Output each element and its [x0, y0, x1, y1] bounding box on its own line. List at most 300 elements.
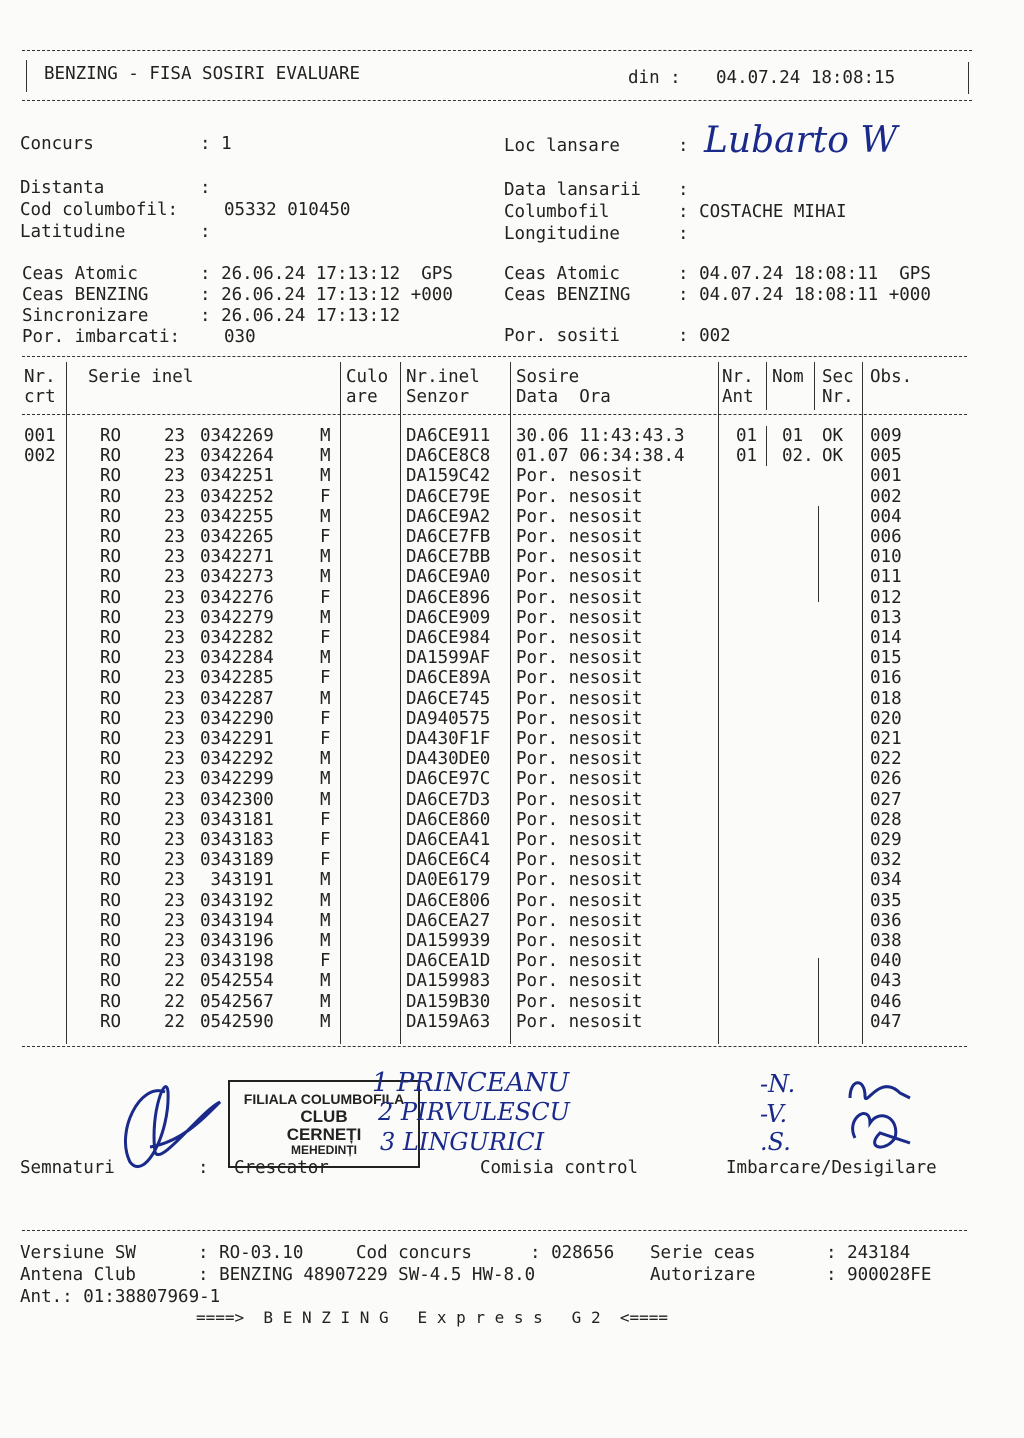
- row-nom: 02.: [782, 446, 814, 467]
- header-sosire-2: Data Ora: [516, 387, 611, 407]
- ceas-benzing-start-label: Ceas BENZING: [22, 285, 149, 305]
- row-tara: RO: [100, 749, 122, 770]
- row-tara: RO: [100, 910, 122, 931]
- row-inel: 0342279: [200, 607, 274, 628]
- row-sosire: Por. nesosit: [516, 547, 643, 568]
- row-sosire: Por. nesosit: [516, 850, 643, 871]
- sincronizare-value: : 26.06.24 17:13:12: [200, 306, 401, 326]
- row-tara: RO: [100, 506, 122, 527]
- row-inel: 0342287: [200, 688, 274, 709]
- row-inel: 0342300: [200, 789, 274, 810]
- row-tara: RO: [100, 708, 122, 729]
- imbarcare-initial-1: -N.: [760, 1070, 796, 1098]
- row-senzor: DA6CE806: [406, 890, 491, 911]
- row-nom: 01: [782, 426, 804, 446]
- row-obs: 001: [870, 466, 902, 487]
- row-senzor: DA6CE9A2: [406, 506, 491, 527]
- por-sositi-label: Por. sositi: [504, 326, 620, 346]
- row-tara: RO: [100, 628, 122, 648]
- row-an: 23: [164, 729, 186, 749]
- row-an: 23: [164, 567, 186, 588]
- row-inel: 0343196: [200, 931, 274, 951]
- row-tara: RO: [100, 547, 122, 568]
- row-obs: 029: [870, 830, 902, 850]
- row-sex: M: [320, 971, 331, 992]
- row-senzor: DA6CEA41: [406, 830, 491, 850]
- header-ant-1: Nr.: [722, 367, 754, 387]
- row-inel: 0343189: [200, 850, 274, 871]
- row-tara: RO: [100, 991, 122, 1012]
- row-obs: 016: [870, 668, 902, 689]
- ceas-benzing-end-label: Ceas BENZING: [504, 285, 631, 305]
- row-sosire: Por. nesosit: [516, 688, 643, 709]
- col-divider: [400, 362, 401, 1044]
- row-an: 23: [164, 749, 186, 770]
- row-sosire: Por. nesosit: [516, 587, 643, 608]
- row-an: 23: [164, 486, 186, 507]
- row-crt: 002: [24, 446, 56, 467]
- row-inel: 0342284: [200, 648, 274, 669]
- row-sex: F: [320, 729, 331, 749]
- row-senzor: DA6CE9A0: [406, 567, 491, 588]
- row-obs: 009: [870, 426, 902, 446]
- row-sex: M: [320, 648, 331, 669]
- row-an: 23: [164, 769, 186, 790]
- row-an: 23: [164, 607, 186, 628]
- din-value: 04.07.24 18:08:15: [716, 68, 896, 88]
- autorizare-label: Autorizare: [650, 1265, 756, 1285]
- row-an: 23: [164, 951, 186, 972]
- row-sosire: Por. nesosit: [516, 749, 643, 770]
- row-senzor: DA940575: [406, 708, 491, 729]
- comisia-name-3: 3 LINGURICI: [380, 1128, 545, 1156]
- row-sex: F: [320, 527, 331, 547]
- row-tara: RO: [100, 446, 122, 467]
- row-sex: F: [320, 587, 331, 608]
- row-an: 23: [164, 931, 186, 951]
- row-obs: 011: [870, 567, 902, 588]
- row-sosire: Por. nesosit: [516, 628, 643, 648]
- row-obs: 012: [870, 587, 902, 608]
- row-obs: 034: [870, 870, 902, 891]
- semnaturi-label: Semnaturi: [20, 1158, 115, 1178]
- loc-lansare-label: Loc lansare: [504, 136, 620, 156]
- header-sosire-1: Sosire: [516, 367, 580, 387]
- row-obs: 010: [870, 547, 902, 568]
- row-crt: 001: [24, 426, 56, 446]
- row-sosire: Por. nesosit: [516, 910, 643, 931]
- row-sex: M: [320, 931, 331, 951]
- versiune-value: : RO-03.10: [198, 1243, 304, 1263]
- row-senzor: DA6CE8C8: [406, 446, 491, 467]
- row-sosire: Por. nesosit: [516, 809, 643, 830]
- row-obs: 018: [870, 688, 902, 709]
- stamp-line-2: CLUB: [300, 1107, 348, 1126]
- ceas-atomic-start-label: Ceas Atomic: [22, 264, 138, 284]
- row-sex: M: [320, 1011, 331, 1032]
- row-sex: M: [320, 789, 331, 810]
- row-sex: F: [320, 809, 331, 830]
- row-an: 23: [164, 628, 186, 648]
- header-top-rule: [22, 50, 972, 51]
- row-senzor: DA0E6179: [406, 870, 491, 891]
- row-tara: RO: [100, 971, 122, 992]
- header-nr: Nr.: [24, 367, 56, 387]
- antena-label: Antena Club: [20, 1265, 136, 1285]
- row-sosire: Por. nesosit: [516, 951, 643, 972]
- ceas-atomic-start-value: : 26.06.24 17:13:12 GPS: [200, 264, 453, 284]
- row-inel: 0342269: [200, 426, 274, 446]
- row-tara: RO: [100, 830, 122, 850]
- row-inel: 0342265: [200, 527, 274, 547]
- ant-line: Ant.: 01:38807969-1: [20, 1287, 221, 1307]
- row-senzor: DA430F1F: [406, 729, 491, 749]
- row-obs: 047: [870, 1011, 902, 1032]
- row-an: 23: [164, 466, 186, 487]
- row-tara: RO: [100, 789, 122, 810]
- row-tara: RO: [100, 870, 122, 891]
- row-obs: 036: [870, 910, 902, 931]
- row-senzor: DA430DE0: [406, 749, 491, 770]
- ceas-benzing-start-value: : 26.06.24 17:13:12 +000: [200, 285, 453, 305]
- row-sosire: Por. nesosit: [516, 991, 643, 1012]
- concurs-label: Concurs: [20, 134, 94, 154]
- row-sex: F: [320, 668, 331, 689]
- row-inel: 0342291: [200, 729, 274, 749]
- row-sex: M: [320, 506, 331, 527]
- header-sec-2: Nr.: [822, 387, 854, 407]
- header-left-border: [26, 60, 27, 92]
- ceas-benzing-end-value: : 04.07.24 18:08:11 +000: [678, 285, 931, 305]
- row-inel: 0542590: [200, 1011, 274, 1032]
- row-sosire: Por. nesosit: [516, 769, 643, 790]
- row-an: 23: [164, 708, 186, 729]
- row-tara: RO: [100, 486, 122, 507]
- row-inel: 0342292: [200, 749, 274, 770]
- row-sosire: Por. nesosit: [516, 708, 643, 729]
- row-an: 23: [164, 910, 186, 931]
- row-inel: 0342255: [200, 506, 274, 527]
- row-inel: 0343181: [200, 809, 274, 830]
- row-sex: M: [320, 769, 331, 790]
- row-sex: M: [320, 870, 331, 891]
- row-obs: 035: [870, 890, 902, 911]
- row-sex: M: [320, 446, 331, 467]
- row-an: 23: [164, 830, 186, 850]
- row-sex: M: [320, 567, 331, 588]
- row-an: 23: [164, 648, 186, 669]
- row-tara: RO: [100, 527, 122, 547]
- row-sex: M: [320, 547, 331, 568]
- cod-concurs-label: Cod concurs: [356, 1243, 472, 1263]
- row-senzor: DA6CE896: [406, 587, 491, 608]
- row-obs: 026: [870, 769, 902, 790]
- comisia-label: Comisia control: [480, 1158, 639, 1178]
- din-label: din :: [628, 68, 681, 88]
- row-an: 23: [164, 850, 186, 871]
- row-obs: 028: [870, 809, 902, 830]
- loc-lansare-handwritten: Lubarto W: [704, 120, 898, 161]
- row-tara: RO: [100, 607, 122, 628]
- row-sosire: Por. nesosit: [516, 870, 643, 891]
- table-header-rule: [22, 414, 967, 415]
- header-bottom-rule: [22, 100, 972, 101]
- row-sosire: Por. nesosit: [516, 648, 643, 669]
- cod-label: Cod columbofil:: [20, 200, 179, 220]
- row-obs: 046: [870, 991, 902, 1012]
- loc-lansare-colon: :: [678, 136, 689, 156]
- row-senzor: DA159B30: [406, 991, 491, 1012]
- row-sex: M: [320, 466, 331, 487]
- row-senzor: DA6CE984: [406, 628, 491, 648]
- row-sex: M: [320, 991, 331, 1012]
- header-senzor-1: Nr.inel: [406, 367, 480, 387]
- row-sex: M: [320, 749, 331, 770]
- ceas-atomic-end-label: Ceas Atomic: [504, 264, 620, 284]
- row-inel: 0342276: [200, 587, 274, 608]
- row-tara: RO: [100, 809, 122, 830]
- row-senzor: DA159939: [406, 931, 491, 951]
- row-inel: 0343198: [200, 951, 274, 972]
- col-divider: [818, 958, 819, 1044]
- row-obs: 015: [870, 648, 902, 669]
- row-sex: F: [320, 951, 331, 972]
- row-tara: RO: [100, 587, 122, 608]
- row-obs: 014: [870, 628, 902, 648]
- row-inel: 0342264: [200, 446, 274, 467]
- data-lansarii-value: :: [678, 180, 689, 200]
- row-an: 23: [164, 506, 186, 527]
- row-tara: RO: [100, 850, 122, 871]
- serie-ceas-label: Serie ceas: [650, 1243, 756, 1263]
- row-sex: M: [320, 607, 331, 628]
- header-ant-2: Ant: [722, 387, 754, 407]
- row-tara: RO: [100, 951, 122, 972]
- row-an: 23: [164, 547, 186, 568]
- row-sec: OK: [822, 426, 844, 446]
- row-an: 23: [164, 668, 186, 689]
- col-divider: [766, 426, 767, 466]
- row-an: 23: [164, 446, 186, 467]
- row-inel: 0342282: [200, 628, 274, 648]
- row-obs: 006: [870, 527, 902, 547]
- row-senzor: DA6CE7FB: [406, 527, 491, 547]
- concurs-value: : 1: [200, 134, 232, 154]
- header-nom: Nom: [772, 367, 804, 387]
- row-senzor: DA159983: [406, 971, 491, 992]
- row-sosire: Por. nesosit: [516, 931, 643, 951]
- row-sosire: Por. nesosit: [516, 567, 643, 588]
- header-right-border: [968, 62, 969, 94]
- row-ant: 01: [736, 446, 758, 467]
- header-culoare-2: are: [346, 387, 378, 407]
- row-sosire: Por. nesosit: [516, 607, 643, 628]
- row-tara: RO: [100, 466, 122, 487]
- row-obs: 002: [870, 486, 902, 507]
- row-sosire: Por. nesosit: [516, 1011, 643, 1032]
- row-tara: RO: [100, 769, 122, 790]
- autorizare-value: : 900028FE: [826, 1265, 932, 1285]
- row-obs: 043: [870, 971, 902, 992]
- col-divider: [510, 362, 511, 1044]
- row-inel: 0343194: [200, 910, 274, 931]
- row-tara: RO: [100, 426, 122, 446]
- row-senzor: DA1599AF: [406, 648, 491, 669]
- row-inel: 0342290: [200, 708, 274, 729]
- ceas-atomic-end-value: : 04.07.24 18:08:11 GPS: [678, 264, 931, 284]
- stamp-line-4: MEHEDINȚI: [291, 1143, 357, 1157]
- stamp-line-1: FILIALA COLUMBOFILA: [243, 1091, 405, 1107]
- header-culoare-1: Culo: [346, 367, 389, 387]
- row-an: 22: [164, 1011, 186, 1032]
- row-sosire: 01.07 06:34:38.4: [516, 446, 685, 467]
- col-divider: [766, 362, 767, 410]
- row-tara: RO: [100, 890, 122, 911]
- row-sosire: Por. nesosit: [516, 466, 643, 487]
- row-tara: RO: [100, 1011, 122, 1032]
- row-sosire: 30.06 11:43:43.3: [516, 426, 685, 446]
- comisia-name-2: 2 PIRVULESCU: [378, 1098, 570, 1126]
- versiune-label: Versiune SW: [20, 1243, 136, 1263]
- row-senzor: DA6CE909: [406, 607, 491, 628]
- col-divider: [66, 362, 67, 1044]
- row-sex: F: [320, 628, 331, 648]
- row-inel: 0342251: [200, 466, 274, 487]
- row-senzor: DA159C42: [406, 466, 491, 487]
- row-sosire: Por. nesosit: [516, 668, 643, 689]
- cod-value: 05332 010450: [224, 200, 351, 220]
- row-sosire: Por. nesosit: [516, 890, 643, 911]
- imbarcare-initial-3: .S.: [760, 1128, 791, 1156]
- row-an: 23: [164, 587, 186, 608]
- row-an: 23: [164, 527, 186, 547]
- row-senzor: DA6CE89A: [406, 668, 491, 689]
- row-inel: 0343192: [200, 890, 274, 911]
- row-obs: 032: [870, 850, 902, 871]
- row-tara: RO: [100, 931, 122, 951]
- row-an: 22: [164, 991, 186, 1012]
- imbarcare-initial-2: -V.: [760, 1100, 788, 1128]
- row-tara: RO: [100, 567, 122, 588]
- distanta-value: :: [200, 178, 211, 198]
- table-top-rule: [22, 356, 967, 357]
- semnaturi-colon: :: [198, 1158, 209, 1178]
- row-obs: 013: [870, 607, 902, 628]
- row-inel: 0342271: [200, 547, 274, 568]
- por-imbarcati-label: Por. imbarcati:: [22, 327, 181, 347]
- row-sosire: Por. nesosit: [516, 971, 643, 992]
- row-sex: M: [320, 890, 331, 911]
- row-inel: 0542554: [200, 971, 274, 992]
- col-divider: [718, 362, 719, 1044]
- header-sec-1: Sec: [822, 367, 854, 387]
- distanta-label: Distanta: [20, 178, 105, 198]
- row-an: 23: [164, 890, 186, 911]
- row-obs: 040: [870, 951, 902, 972]
- por-sositi-value: : 002: [678, 326, 731, 346]
- row-sosire: Por. nesosit: [516, 486, 643, 507]
- row-tara: RO: [100, 668, 122, 689]
- header-crt: crt: [24, 387, 56, 407]
- row-sosire: Por. nesosit: [516, 527, 643, 547]
- row-senzor: DA6CE7D3: [406, 789, 491, 810]
- header-serie-inel: Serie inel: [88, 367, 194, 387]
- row-inel: 0342273: [200, 567, 274, 588]
- data-lansarii-label: Data lansarii: [504, 180, 641, 200]
- table-bottom-rule: [22, 1046, 967, 1047]
- row-sex: M: [320, 688, 331, 709]
- row-inel: 0343183: [200, 830, 274, 850]
- row-inel: 0342252: [200, 486, 274, 507]
- row-inel: 0342285: [200, 668, 274, 689]
- header-obs: Obs.: [870, 367, 913, 387]
- row-senzor: DA6CE860: [406, 809, 491, 830]
- row-senzor: DA6CE6C4: [406, 850, 491, 871]
- brand-line: ====> B E N Z I N G E x p r e s s G 2 <====: [196, 1308, 669, 1327]
- long-value: :: [678, 224, 689, 244]
- header-senzor-2: Senzor: [406, 387, 470, 407]
- col-divider: [814, 362, 815, 410]
- col-divider: [340, 362, 341, 1044]
- columbofil-label: Columbofil: [504, 202, 610, 222]
- antena-value: : BENZING 48907229 SW-4.5 HW-8.0: [198, 1265, 536, 1285]
- imbarcare-label: Imbarcare/Desigilare: [726, 1158, 937, 1178]
- row-obs: 022: [870, 749, 902, 770]
- imbarcare-signature-icon: [840, 1068, 920, 1168]
- footer-rule: [22, 1230, 967, 1231]
- row-obs: 005: [870, 446, 902, 467]
- row-senzor: DA6CEA1D: [406, 951, 491, 972]
- row-sex: M: [320, 426, 331, 446]
- row-sex: F: [320, 830, 331, 850]
- row-an: 23: [164, 809, 186, 830]
- signature-scribble-icon: [110, 1072, 230, 1182]
- long-label: Longitudine: [504, 224, 620, 244]
- row-an: 22: [164, 971, 186, 992]
- sincronizare-label: Sincronizare: [22, 306, 149, 326]
- row-an: 23: [164, 688, 186, 709]
- row-sex: M: [320, 910, 331, 931]
- row-sec: OK: [822, 446, 844, 467]
- row-sex: F: [320, 486, 331, 507]
- row-inel: 0542567: [200, 991, 274, 1012]
- row-senzor: DA6CE745: [406, 688, 491, 709]
- row-inel: 343191: [200, 870, 274, 891]
- report-title: BENZING - FISA SOSIRI EVALUARE: [44, 64, 361, 84]
- row-an: 23: [164, 426, 186, 446]
- row-obs: 020: [870, 708, 902, 729]
- stamp-line-3: CERNEȚI: [286, 1125, 362, 1144]
- lat-label: Latitudine: [20, 222, 126, 242]
- row-tara: RO: [100, 688, 122, 709]
- row-obs: 021: [870, 729, 902, 749]
- col-divider: [818, 506, 819, 602]
- row-senzor: DA6CE7BB: [406, 547, 491, 568]
- row-an: 23: [164, 789, 186, 810]
- lat-value: :: [200, 222, 211, 242]
- row-obs: 038: [870, 931, 902, 951]
- row-senzor: DA6CE79E: [406, 486, 491, 507]
- row-senzor: DA159A63: [406, 1011, 491, 1032]
- row-sosire: Por. nesosit: [516, 729, 643, 749]
- row-senzor: DA6CEA27: [406, 910, 491, 931]
- comisia-name-1: 1 PRINCEANU: [372, 1068, 570, 1098]
- col-divider: [862, 362, 863, 1044]
- cod-concurs-value: : 028656: [530, 1243, 615, 1263]
- por-imbarcati-value: 030: [224, 327, 256, 347]
- row-obs: 027: [870, 789, 902, 810]
- row-sosire: Por. nesosit: [516, 830, 643, 850]
